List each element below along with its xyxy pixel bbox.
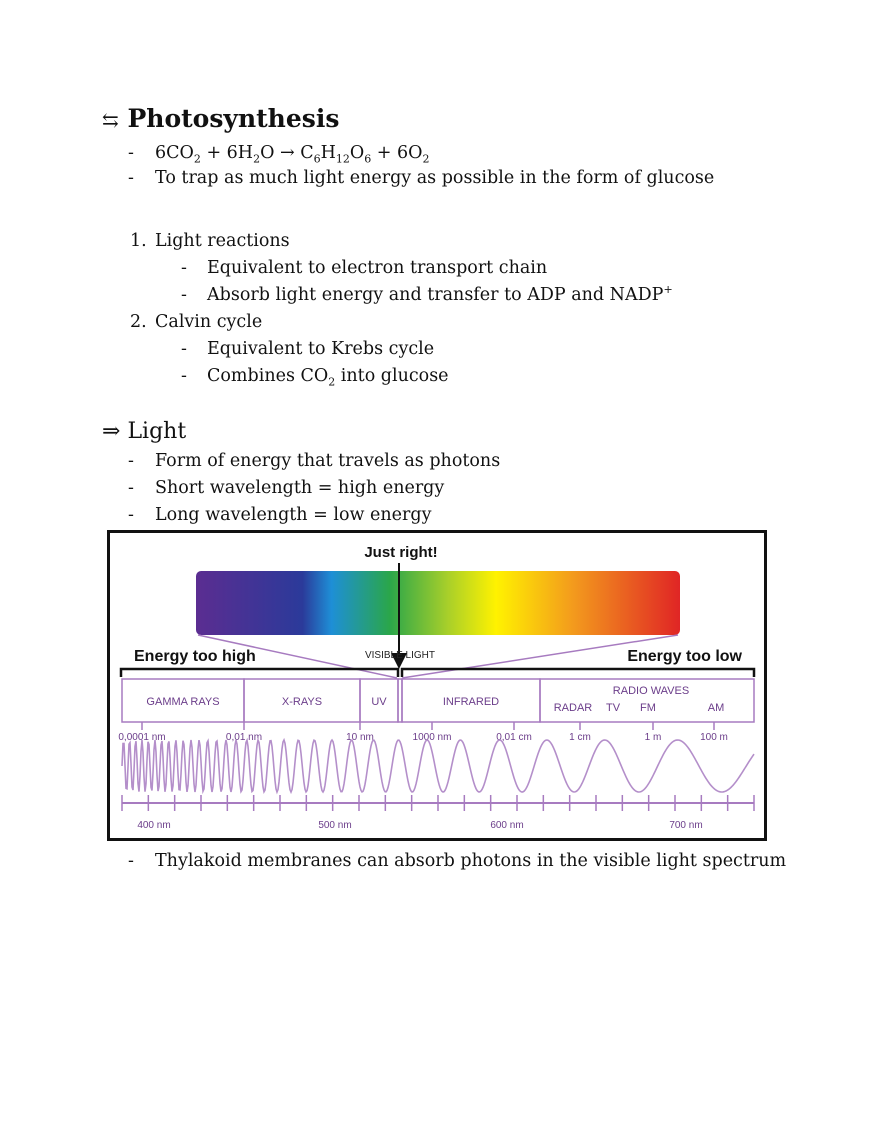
photosynthesis-heading bbox=[102, 104, 339, 133]
light-title: Light bbox=[127, 419, 187, 444]
double-arrow-icon: ⇒ bbox=[102, 419, 121, 444]
wavelength-label: 600 nm bbox=[490, 820, 524, 831]
wavelength-wave bbox=[122, 740, 754, 792]
scale-label: 0,01 cm bbox=[496, 732, 532, 743]
light-heading bbox=[102, 419, 186, 444]
left-right-arrows-icon: ⇆ bbox=[102, 108, 119, 132]
visible-light-label: VISIBLE LIGHT bbox=[364, 650, 436, 661]
scale-label: 0,01 nm bbox=[225, 732, 263, 743]
wavelength-label: 500 nm bbox=[318, 820, 352, 831]
scale-label: 10 nm bbox=[346, 732, 374, 743]
bracket-high bbox=[121, 669, 398, 677]
visible-spectrum-bar bbox=[196, 571, 680, 635]
energy-too-low-label: Energy too low bbox=[627, 648, 742, 665]
wavelength-label: 400 nm bbox=[137, 820, 171, 831]
electromagnetic-spectrum-figure bbox=[107, 530, 767, 841]
scale-label: 1 cm bbox=[569, 732, 591, 743]
scale-label: 1000 nm bbox=[412, 732, 452, 743]
band-gamma-rays: GAMMA RAYS bbox=[146, 696, 220, 708]
radio-tv: TV bbox=[605, 702, 621, 714]
scale-label: 1 m bbox=[644, 732, 662, 743]
wavelength-label: 700 nm bbox=[669, 820, 703, 831]
bracket-low bbox=[402, 669, 754, 677]
photosynthesis-equation: $6CO_2 + 6H_2O \to C_6H_{12}O_6 + 6O_2$ bbox=[155, 143, 430, 166]
energy-too-high-label: Energy too high bbox=[134, 648, 256, 665]
band-uv: UV bbox=[371, 696, 387, 708]
photosynthesis-title: Photosynthesis bbox=[127, 104, 340, 133]
just-right-label: Just right! bbox=[364, 544, 438, 561]
radio-radar: RADAR bbox=[553, 702, 593, 714]
band-x-rays: X-RAYS bbox=[281, 696, 323, 708]
band-infrared: INFRARED bbox=[442, 696, 500, 708]
band-radio-waves: RADIO WAVES bbox=[612, 685, 690, 697]
scale-label: 100 m bbox=[700, 732, 728, 743]
radio-am: AM bbox=[707, 702, 725, 714]
scale-label: 0,0001 nm bbox=[118, 732, 166, 743]
spectrum-diagram bbox=[110, 533, 764, 838]
radio-fm: FM bbox=[640, 702, 656, 714]
